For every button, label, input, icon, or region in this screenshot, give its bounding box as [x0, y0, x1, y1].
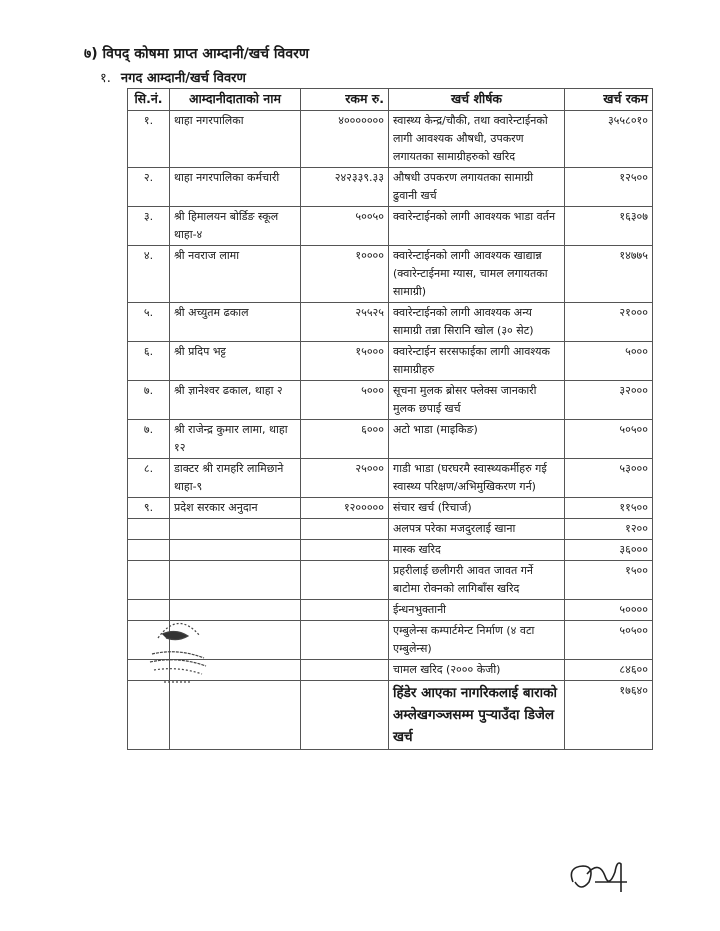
- expense-title-cell: गाडी भाडा (घरघरमै स्वास्थ्यकर्मीहरु गई स्वास्थ्य परिक्षण/अभिमुखिकरण गर्न): [389, 459, 565, 498]
- expense-amount-cell: ५००००: [565, 600, 653, 621]
- serial-number-cell: [128, 519, 170, 540]
- income-amount-cell: २५५२५: [301, 303, 389, 342]
- header-donor-name: आम्दानीदाताको नाम: [170, 89, 301, 111]
- serial-number-cell: ६.: [128, 342, 170, 381]
- table-row: [128, 342, 653, 381]
- serial-number-cell: ७.: [128, 420, 170, 459]
- expense-title-cell: क्वारेन्टाईनको लागी आवश्यक भाडा वर्तन: [389, 207, 565, 246]
- table-row: [128, 381, 653, 420]
- income-amount-cell: [301, 681, 389, 750]
- expense-title-cell: सूचना मुलक ब्रोसर फ्लेक्स जानकारी मुलक छपाई खर्च: [389, 381, 565, 420]
- donor-name-cell: प्रदेश सरकार अनुदान: [170, 498, 301, 519]
- header-expense-title: खर्च शीर्षक: [389, 89, 565, 111]
- expense-amount-cell: १७६४०: [565, 681, 653, 750]
- serial-number-cell: ८.: [128, 459, 170, 498]
- donor-name-cell: श्री हिमालयन बोर्डिङ स्कूल थाहा-४: [170, 207, 301, 246]
- donor-name-cell: थाहा नगरपालिका कर्मचारी: [170, 168, 301, 207]
- table-row: [128, 303, 653, 342]
- expense-title-cell: अटो भाडा (माइकिङ): [389, 420, 565, 459]
- serial-number-cell: ९.: [128, 498, 170, 519]
- table-row: [128, 111, 653, 168]
- signature: [565, 852, 635, 897]
- table-row: [128, 420, 653, 459]
- income-amount-cell: २५०००: [301, 459, 389, 498]
- donor-name-cell: श्री ज्ञानेश्वर ढकाल, थाहा २: [170, 381, 301, 420]
- donor-name-cell: थाहा नगरपालिका: [170, 111, 301, 168]
- donor-name-cell: [170, 540, 301, 561]
- table-header-row: [128, 89, 653, 111]
- income-amount-cell: [301, 600, 389, 621]
- expense-title-cell: एम्बुलेन्स कम्पार्टमेन्ट निर्माण (४ वटा एम्बुलेन्स): [389, 621, 565, 660]
- subsection-heading: [100, 68, 246, 86]
- serial-number-cell: २.: [128, 168, 170, 207]
- serial-number-cell: १.: [128, 111, 170, 168]
- income-amount-cell: [301, 660, 389, 681]
- table-row: [128, 207, 653, 246]
- serial-number-cell: [128, 540, 170, 561]
- expense-amount-cell: १२५००: [565, 168, 653, 207]
- expense-title-cell: प्रहरीलाई छलीगरी आवत जावत गर्ने बाटोमा रोक्नको लागिबाँस खरिद: [389, 561, 565, 600]
- table-row: [128, 246, 653, 303]
- subsection-number: १.: [100, 71, 111, 86]
- income-amount-cell: ४०००००००: [301, 111, 389, 168]
- expense-amount-cell: १४७७५: [565, 246, 653, 303]
- table-row: [128, 540, 653, 561]
- header-sn: सि.नं.: [128, 89, 170, 111]
- donor-name-cell: श्री राजेन्द्र कुमार लामा, थाहा १२: [170, 420, 301, 459]
- expense-title-cell: क्वारेन्टाईनको लागी आवश्यक खाद्यान्न (क्वारेन्टाईनमा ग्यास, चामल लगायतका सामाग्री): [389, 246, 565, 303]
- income-amount-cell: [301, 621, 389, 660]
- serial-number-cell: ४.: [128, 246, 170, 303]
- expense-amount-cell: ३६०००: [565, 540, 653, 561]
- donor-name-cell: डाक्टर श्री रामहरि लामिछाने थाहा-९: [170, 459, 301, 498]
- donor-name-cell: [170, 561, 301, 600]
- income-amount-cell: ५००५०: [301, 207, 389, 246]
- expense-amount-cell: ११५००: [565, 498, 653, 519]
- income-amount-cell: १५०००: [301, 342, 389, 381]
- expense-title-cell: ईन्धनभुक्तानी: [389, 600, 565, 621]
- income-amount-cell: ५०००: [301, 381, 389, 420]
- header-amount: रकम रु.: [301, 89, 389, 111]
- income-amount-cell: ६०००: [301, 420, 389, 459]
- donor-name-cell: [170, 519, 301, 540]
- expense-title-cell: क्वारेन्टाईन सरसफाईका लागी आवश्यक सामाग्रीहरु: [389, 342, 565, 381]
- serial-number-cell: ३.: [128, 207, 170, 246]
- serial-number-cell: ५.: [128, 303, 170, 342]
- section-heading: ७) विपद् कोषमा प्राप्त आम्दानी/खर्च विवरण: [84, 46, 309, 62]
- official-stamp: [148, 608, 208, 693]
- expense-amount-cell: २१०००: [565, 303, 653, 342]
- subsection-title: नगद आम्दानी/खर्च विवरण: [120, 71, 246, 86]
- serial-number-cell: ७.: [128, 381, 170, 420]
- table-row: [128, 168, 653, 207]
- header-expense-amount: खर्च रकम: [565, 89, 653, 111]
- expense-title-cell: मास्क खरिद: [389, 540, 565, 561]
- income-amount-cell: १२०००००: [301, 498, 389, 519]
- income-amount-cell: [301, 519, 389, 540]
- income-amount-cell: २४२३३९.३३: [301, 168, 389, 207]
- income-amount-cell: [301, 561, 389, 600]
- expense-amount-cell: ५०५००: [565, 621, 653, 660]
- expense-amount-cell: ५०००: [565, 342, 653, 381]
- expense-amount-cell: ८४६००: [565, 660, 653, 681]
- table-row: [128, 459, 653, 498]
- expense-title-cell: हिंडेर आएका नागरिकलाई बाराको अम्लेखगञ्जसम्म पुऱ्याउँदा डिजेल खर्च: [389, 681, 565, 750]
- expense-title-cell: संचार खर्च (रिचार्ज): [389, 498, 565, 519]
- expense-amount-cell: १५००: [565, 561, 653, 600]
- expense-amount-cell: १६३०७: [565, 207, 653, 246]
- expense-title-cell: अलपत्र परेका मजदुरलाई खाना: [389, 519, 565, 540]
- expense-amount-cell: ३५५८०१०: [565, 111, 653, 168]
- expense-amount-cell: ३२०००: [565, 381, 653, 420]
- donor-name-cell: श्री नवराज लामा: [170, 246, 301, 303]
- donor-name-cell: श्री अच्युतम ढकाल: [170, 303, 301, 342]
- donor-name-cell: श्री प्रदिप भट्ट: [170, 342, 301, 381]
- expense-amount-cell: १२००: [565, 519, 653, 540]
- income-amount-cell: [301, 540, 389, 561]
- serial-number-cell: [128, 561, 170, 600]
- expense-title-cell: चामल खरिद (२००० केजी): [389, 660, 565, 681]
- expense-title-cell: औषधी उपकरण लगायतका सामाग्री ढुवानी खर्च: [389, 168, 565, 207]
- table-row: [128, 561, 653, 600]
- table-row: [128, 498, 653, 519]
- expense-amount-cell: ५०५००: [565, 420, 653, 459]
- expense-amount-cell: ५३०००: [565, 459, 653, 498]
- expense-title-cell: स्वास्थ्य केन्द्र/चौकी, तथा क्वारेन्टाईनको लागी आवश्यक औषधी, उपकरण लगायतका सामाग्रीहरुको खरिद: [389, 111, 565, 168]
- income-amount-cell: १००००: [301, 246, 389, 303]
- expense-title-cell: क्वारेन्टाईनको लागी आवश्यक अन्य सामाग्री तन्ना सिरानि खोल (३० सेट): [389, 303, 565, 342]
- table-row: [128, 519, 653, 540]
